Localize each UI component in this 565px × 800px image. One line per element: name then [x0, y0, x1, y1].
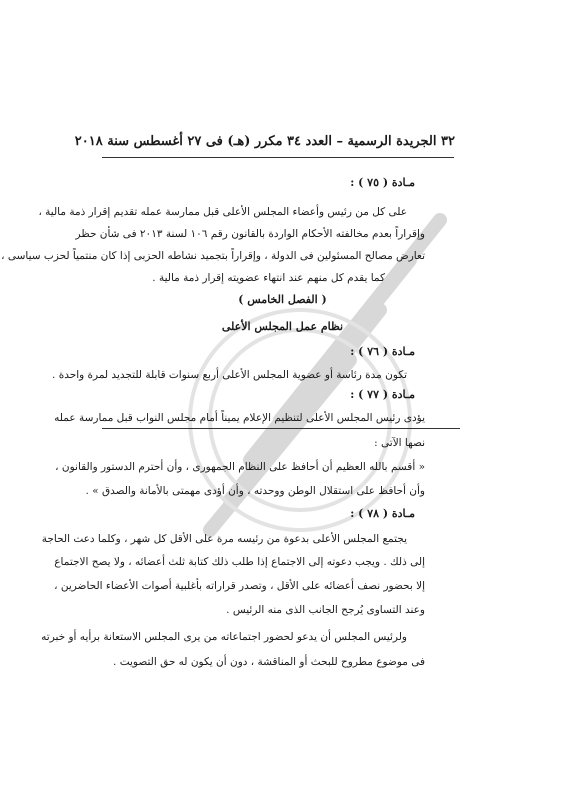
- oath-line-1: « أقسم بالله العظيم أن أحافظ على النظام الجمهورى ، وأن أحترم الدستور والقانون ،: [55, 461, 425, 473]
- article-77-underline: [102, 428, 460, 429]
- article-75-heading: مـادة ( ٧٥ ) :: [350, 176, 415, 189]
- header-divider: [102, 157, 454, 158]
- article-78-heading: مـادة ( ٧٨ ) :: [350, 507, 415, 520]
- article-75-line-4: كما يقدم كل منهم عند انتهاء عضويته إقرار ذمة مالية .: [152, 272, 385, 284]
- chapter-title: ( الفصل الخامس ): [238, 293, 327, 306]
- article-75-line-2: وإقراراً بعدم مخالفته الأحكام الواردة بالقانون رقم ١٠٦ لسنة ٢٠١٣ فى شأن حظر: [75, 228, 425, 240]
- article-77-line-1: يؤدى رئيس المجلس الأعلى لتنظيم الإعلام يميناً أمام مجلس النواب قبل ممارسة عمله: [54, 412, 425, 424]
- article-75-line-3: تعارض مصالح المسئولين فى الدولة ، وإقراراً بتجميد نشاطه الحزبى إذا كان منتمياً لحزب سياسى ،: [1, 250, 425, 262]
- article-78-line-2: إلى ذلك . ويجب دعوته إلى الاجتماع إذا طلب ذلك كتابة ثلث أعضائه ، ولا يصح الاجتماع: [54, 556, 425, 568]
- article-77-heading: مـادة ( ٧٧ ) :: [350, 388, 415, 401]
- article-78-para2-line-2: فى موضوع مطروح للبحث أو المناقشة ، دون أن يكون له حق التصويت .: [113, 656, 425, 668]
- article-78-line-1: يجتمع المجلس الأعلى بدعوة من رئيسه مرة على الأقل كل شهر ، وكلما دعت الحاجة: [41, 533, 407, 545]
- article-78-para2-line-1: ولرئيس المجلس أن يدعو لحضور اجتماعاته من يرى المجلس الاستعانة برأيه أو خبرته: [41, 631, 407, 643]
- oath-line-2: وأن أحافظ على استقلال الوطن ووحدته ، وأن أؤدى مهمتى بالأمانة والصدق » .: [85, 485, 425, 497]
- chapter-subtitle: نظام عمل المجلس الأعلى: [221, 320, 344, 333]
- article-78-line-4: وعند التساوى يُرجح الجانب الذى منه الرئيس .: [226, 604, 425, 616]
- article-75-line-1: على كل من رئيس وأعضاء المجلس الأعلى قبل ممارسة عمله تقديم إقرار ذمة مالية ،: [38, 206, 407, 218]
- page-header: ٣٢ الجريدة الرسمية – العدد ٣٤ مكرر (هـ) فى ٢٧ أغسطس سنة ٢٠١٨: [74, 134, 455, 149]
- article-77-line-2: نصها الآتى :: [374, 437, 425, 449]
- article-76-line-1: تكون مدة رئاسة أو عضوية المجلس الأعلى أربع سنوات قابلة للتجديد لمرة واحدة .: [52, 369, 407, 381]
- article-76-heading: مـادة ( ٧٦ ) :: [350, 345, 415, 358]
- article-78-line-3: إلا بحضور نصف أعضائه على الأقل ، وتصدر قراراته بأغلبية أصوات الأعضاء الحاضرين ،: [54, 580, 425, 592]
